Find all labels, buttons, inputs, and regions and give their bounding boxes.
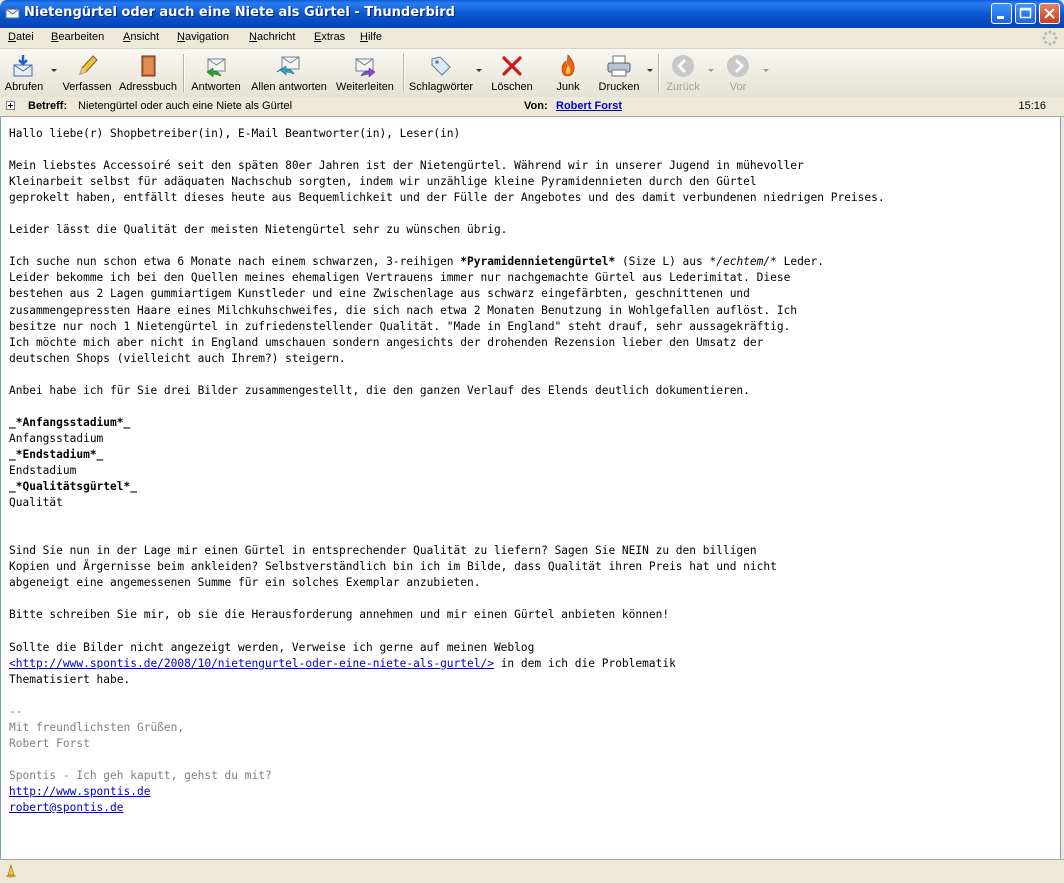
- paragraph-text: Ich suche nun schon etwa 6 Monate nach einem schwarzen, 3-reihigen: [9, 255, 461, 269]
- main-toolbar: [0, 49, 1064, 98]
- offline-status-icon[interactable]: [5, 864, 17, 878]
- address-book-button[interactable]: Adressbuch: [117, 51, 179, 95]
- forward-mail-icon: [352, 53, 378, 79]
- thunderbird-app-icon: [5, 5, 21, 21]
- signature-closing: Mit freundlichsten Grüßen,: [9, 720, 185, 734]
- reply-button[interactable]: Antworten: [189, 51, 243, 95]
- menu-ansicht[interactable]: Ansicht: [123, 31, 160, 43]
- pencil-icon: [74, 53, 100, 79]
- bold-text: *Pyramidennietengürtel*: [460, 255, 616, 269]
- get-mail-icon: [11, 53, 37, 79]
- delete-x-icon: [499, 53, 525, 79]
- from-label: Von:: [524, 100, 548, 112]
- paragraph: Mein liebstes Accessoiré seit den späten 80er Jahren ist der Nietengürtel. Während wir in unserer Jugend in mühevoller Kleinarbeit selbst für adäquaten Nachschub sorgten, indem wir unzählige kleine Pyramidennieten durch den Gürtel geprokelt haben, entfällt dieses heute aus Bequemlichkeit und der Fülle der Angebotes und des damit verbundenen niedrigen Preises.: [9, 159, 885, 205]
- junk-button[interactable]: Junk: [548, 51, 588, 95]
- back-dropdown-arrow[interactable]: [708, 69, 714, 72]
- forward-button[interactable]: Weiterleiten: [334, 51, 396, 95]
- forward-nav-dropdown-arrow[interactable]: [763, 69, 769, 72]
- junk-flame-icon: [555, 53, 581, 79]
- paragraph-text: Leder.: [776, 255, 825, 269]
- tag-icon: [428, 53, 454, 79]
- minimize-button[interactable]: [991, 3, 1012, 24]
- weblog-link[interactable]: <http://www.spontis.de/2008/10/nietengurtel-oder-eine-niete-als-gurtel/>: [9, 656, 494, 670]
- tags-button[interactable]: Schlagwörter: [407, 51, 475, 95]
- forward-arrow-icon: [725, 53, 751, 79]
- paragraph: Anbei habe ich für Sie drei Bilder zusammengestellt, die den ganzen Verlauf des Elends deutlich dokumentieren.: [9, 383, 750, 397]
- image-title-1: _*Anfangsstadium*_: [9, 415, 131, 429]
- print-dropdown-arrow[interactable]: [647, 69, 653, 72]
- get-mail-dropdown-arrow[interactable]: [51, 69, 57, 72]
- signature-email-link[interactable]: robert@spontis.de: [9, 800, 124, 814]
- paragraph: Sind Sie nun in der Lage mir einen Gürtel in entsprechender Qualität zu liefern? Sagen Sie NEIN zu den billigen Kopien und Ärgernisse beim ankleiden? Selbstverständlich bin ich im Bilde, dass Qualität ihren Preis hat und nicht abgeneigt eine angemessenen Summe für ein solches Exemplar anzubieten.: [9, 544, 777, 590]
- image-alt-2: Endstadium: [9, 463, 77, 477]
- menu-hilfe[interactable]: Hilfe: [360, 31, 383, 43]
- back-button[interactable]: Zurück: [663, 51, 703, 95]
- compose-button[interactable]: Verfassen: [60, 51, 114, 95]
- from-link[interactable]: Robert Forst: [556, 100, 622, 112]
- message-time: 15:16: [1018, 100, 1046, 112]
- menu-navigation[interactable]: Navigation: [177, 31, 229, 43]
- back-arrow-icon: [670, 53, 696, 79]
- paragraph-text: (Size L) aus: [615, 255, 710, 269]
- image-alt-1: Anfangsstadium: [9, 431, 104, 445]
- image-title-3: _*Qualitätsgürtel*_: [9, 480, 137, 494]
- print-button[interactable]: Drucken: [595, 51, 643, 95]
- paragraph: Bitte schreiben Sie mir, ob sie die Herausforderung annehmen und mir einen Gürtel anbieten können!: [9, 608, 670, 622]
- signature-motto: Spontis - Ich geh kaputt, gehst du mit?: [9, 768, 272, 782]
- paragraph-text: in dem ich die Problematik: [493, 656, 676, 670]
- message-header-bar: [0, 97, 1064, 117]
- toolbar-separator: [403, 54, 405, 92]
- window-title: Nietengürtel oder auch eine Niete als Gürtel - Thunderbird: [24, 5, 455, 20]
- activity-throbber-icon: [1042, 30, 1058, 46]
- signature-separator: --: [9, 704, 23, 718]
- message-body: [9, 126, 885, 816]
- forward-nav-button[interactable]: Vor: [718, 51, 758, 95]
- close-button[interactable]: [1039, 3, 1060, 24]
- menu-nachricht[interactable]: Nachricht: [249, 31, 296, 43]
- minimize-icon: [992, 4, 1011, 23]
- greeting: Hallo liebe(r) Shopbetreiber(in), E-Mail Beantworter(in), Leser(in): [9, 127, 461, 140]
- expand-headers-toggle[interactable]: [6, 101, 15, 110]
- paragraph: Sollte die Bilder nicht angezeigt werden, Verweise ich gerne auf meinen Weblog: [9, 640, 535, 654]
- maximize-icon: [1016, 4, 1035, 23]
- maximize-button[interactable]: [1015, 3, 1036, 24]
- status-bar: [0, 859, 1064, 883]
- menu-extras[interactable]: Extras: [314, 31, 346, 43]
- toolbar-separator: [183, 54, 185, 92]
- address-book-icon: [135, 53, 161, 79]
- paragraph: Leider lässt die Qualität der meisten Nietengürtel sehr zu wünschen übrig.: [9, 223, 508, 237]
- image-title-2: _*Endstadium*_: [9, 447, 104, 461]
- tags-dropdown-arrow[interactable]: [476, 69, 482, 72]
- subject-label: Betreff:: [28, 100, 68, 112]
- menu-bar: [0, 28, 1064, 49]
- printer-icon: [605, 53, 633, 79]
- signature-web-link[interactable]: http://www.spontis.de: [9, 784, 151, 798]
- window-titlebar[interactable]: [0, 0, 1064, 28]
- menu-datei[interactable]: Datei: [8, 31, 34, 43]
- subject-value: Nietengürtel oder auch eine Niete als Gürtel: [78, 100, 293, 112]
- paragraph-text: Thematisiert habe.: [9, 672, 131, 686]
- menu-bearbeiten[interactable]: Bearbeiten: [51, 31, 105, 43]
- italic-text: */echtem/*: [709, 255, 777, 269]
- toolbar-separator: [658, 54, 660, 92]
- image-alt-3: Qualität: [9, 496, 63, 510]
- reply-all-button[interactable]: Allen antworten: [248, 51, 330, 95]
- delete-button[interactable]: Löschen: [488, 51, 536, 95]
- signature-name: Robert Forst: [9, 736, 90, 750]
- close-icon: [1040, 4, 1059, 23]
- paragraph: Leider bekomme ich bei den Quellen meines ehemaligen Vertrauens immer nur nachgemachte Gürtel aus Lederimitat. Diese bestehen aus 2 Lagen gummiartigem Kunstleder und eine Zwischenlage aus schwarz eingefärbten, geschnittenen und zusammengepressten Haare eines Milchkuhschweifes, die sich nach etwa 2 Monaten Benutzung in Wohlgefallen auflöst. Ich besitze nur noch 1 Nietengürtel in zufriedenstellender Qualität. "Made in England" steht drauf, sehr aussagekräftig. Ich möchte mich aber nicht in England umschauen sondern angesichts der drohenden Rezension lieber den Umsatz der deutschen Shops (vielleicht auch Ihrem?) steigern.: [9, 271, 798, 365]
- reply-icon: [203, 53, 229, 79]
- message-body-pane[interactable]: [0, 117, 1061, 859]
- get-mail-button[interactable]: Abrufen: [2, 51, 46, 95]
- reply-all-icon: [275, 53, 303, 79]
